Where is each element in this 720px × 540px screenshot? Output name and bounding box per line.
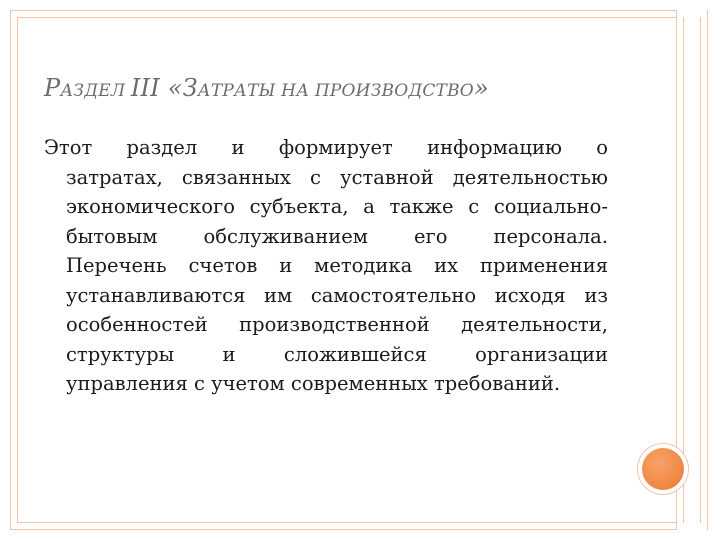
body-line: затратах, связанных с уставной деятельностью	[66, 165, 608, 189]
title-part: АЗДЕЛ	[60, 81, 131, 101]
right-decor-band-inner	[683, 17, 701, 523]
title-part: »	[473, 74, 489, 102]
body-line: устанавливаются им самостоятельно исходя из	[66, 283, 608, 307]
body-line: бытовым обслуживанием его персонала.	[66, 224, 608, 248]
body-line: экономического субъекта, а также с социально-	[66, 195, 608, 218]
decor-circle	[642, 448, 684, 490]
title-part: III «З	[130, 74, 198, 102]
body-line: структуры и сложившейся организации	[66, 342, 608, 366]
title-part: Р	[44, 74, 61, 102]
slide-body	[44, 133, 608, 399]
body-line: особенностей производственной деятельности,	[66, 313, 608, 336]
slide-title	[44, 73, 664, 106]
body-line: Этот раздел и формирует информацию о	[44, 136, 608, 159]
body-line: управления с учетом современных требований.	[66, 372, 561, 395]
title-part: АТРАТЫ НА ПРОИЗВОДСТВО	[197, 81, 474, 101]
body-line: Перечень счетов и методика их применения	[66, 254, 608, 277]
